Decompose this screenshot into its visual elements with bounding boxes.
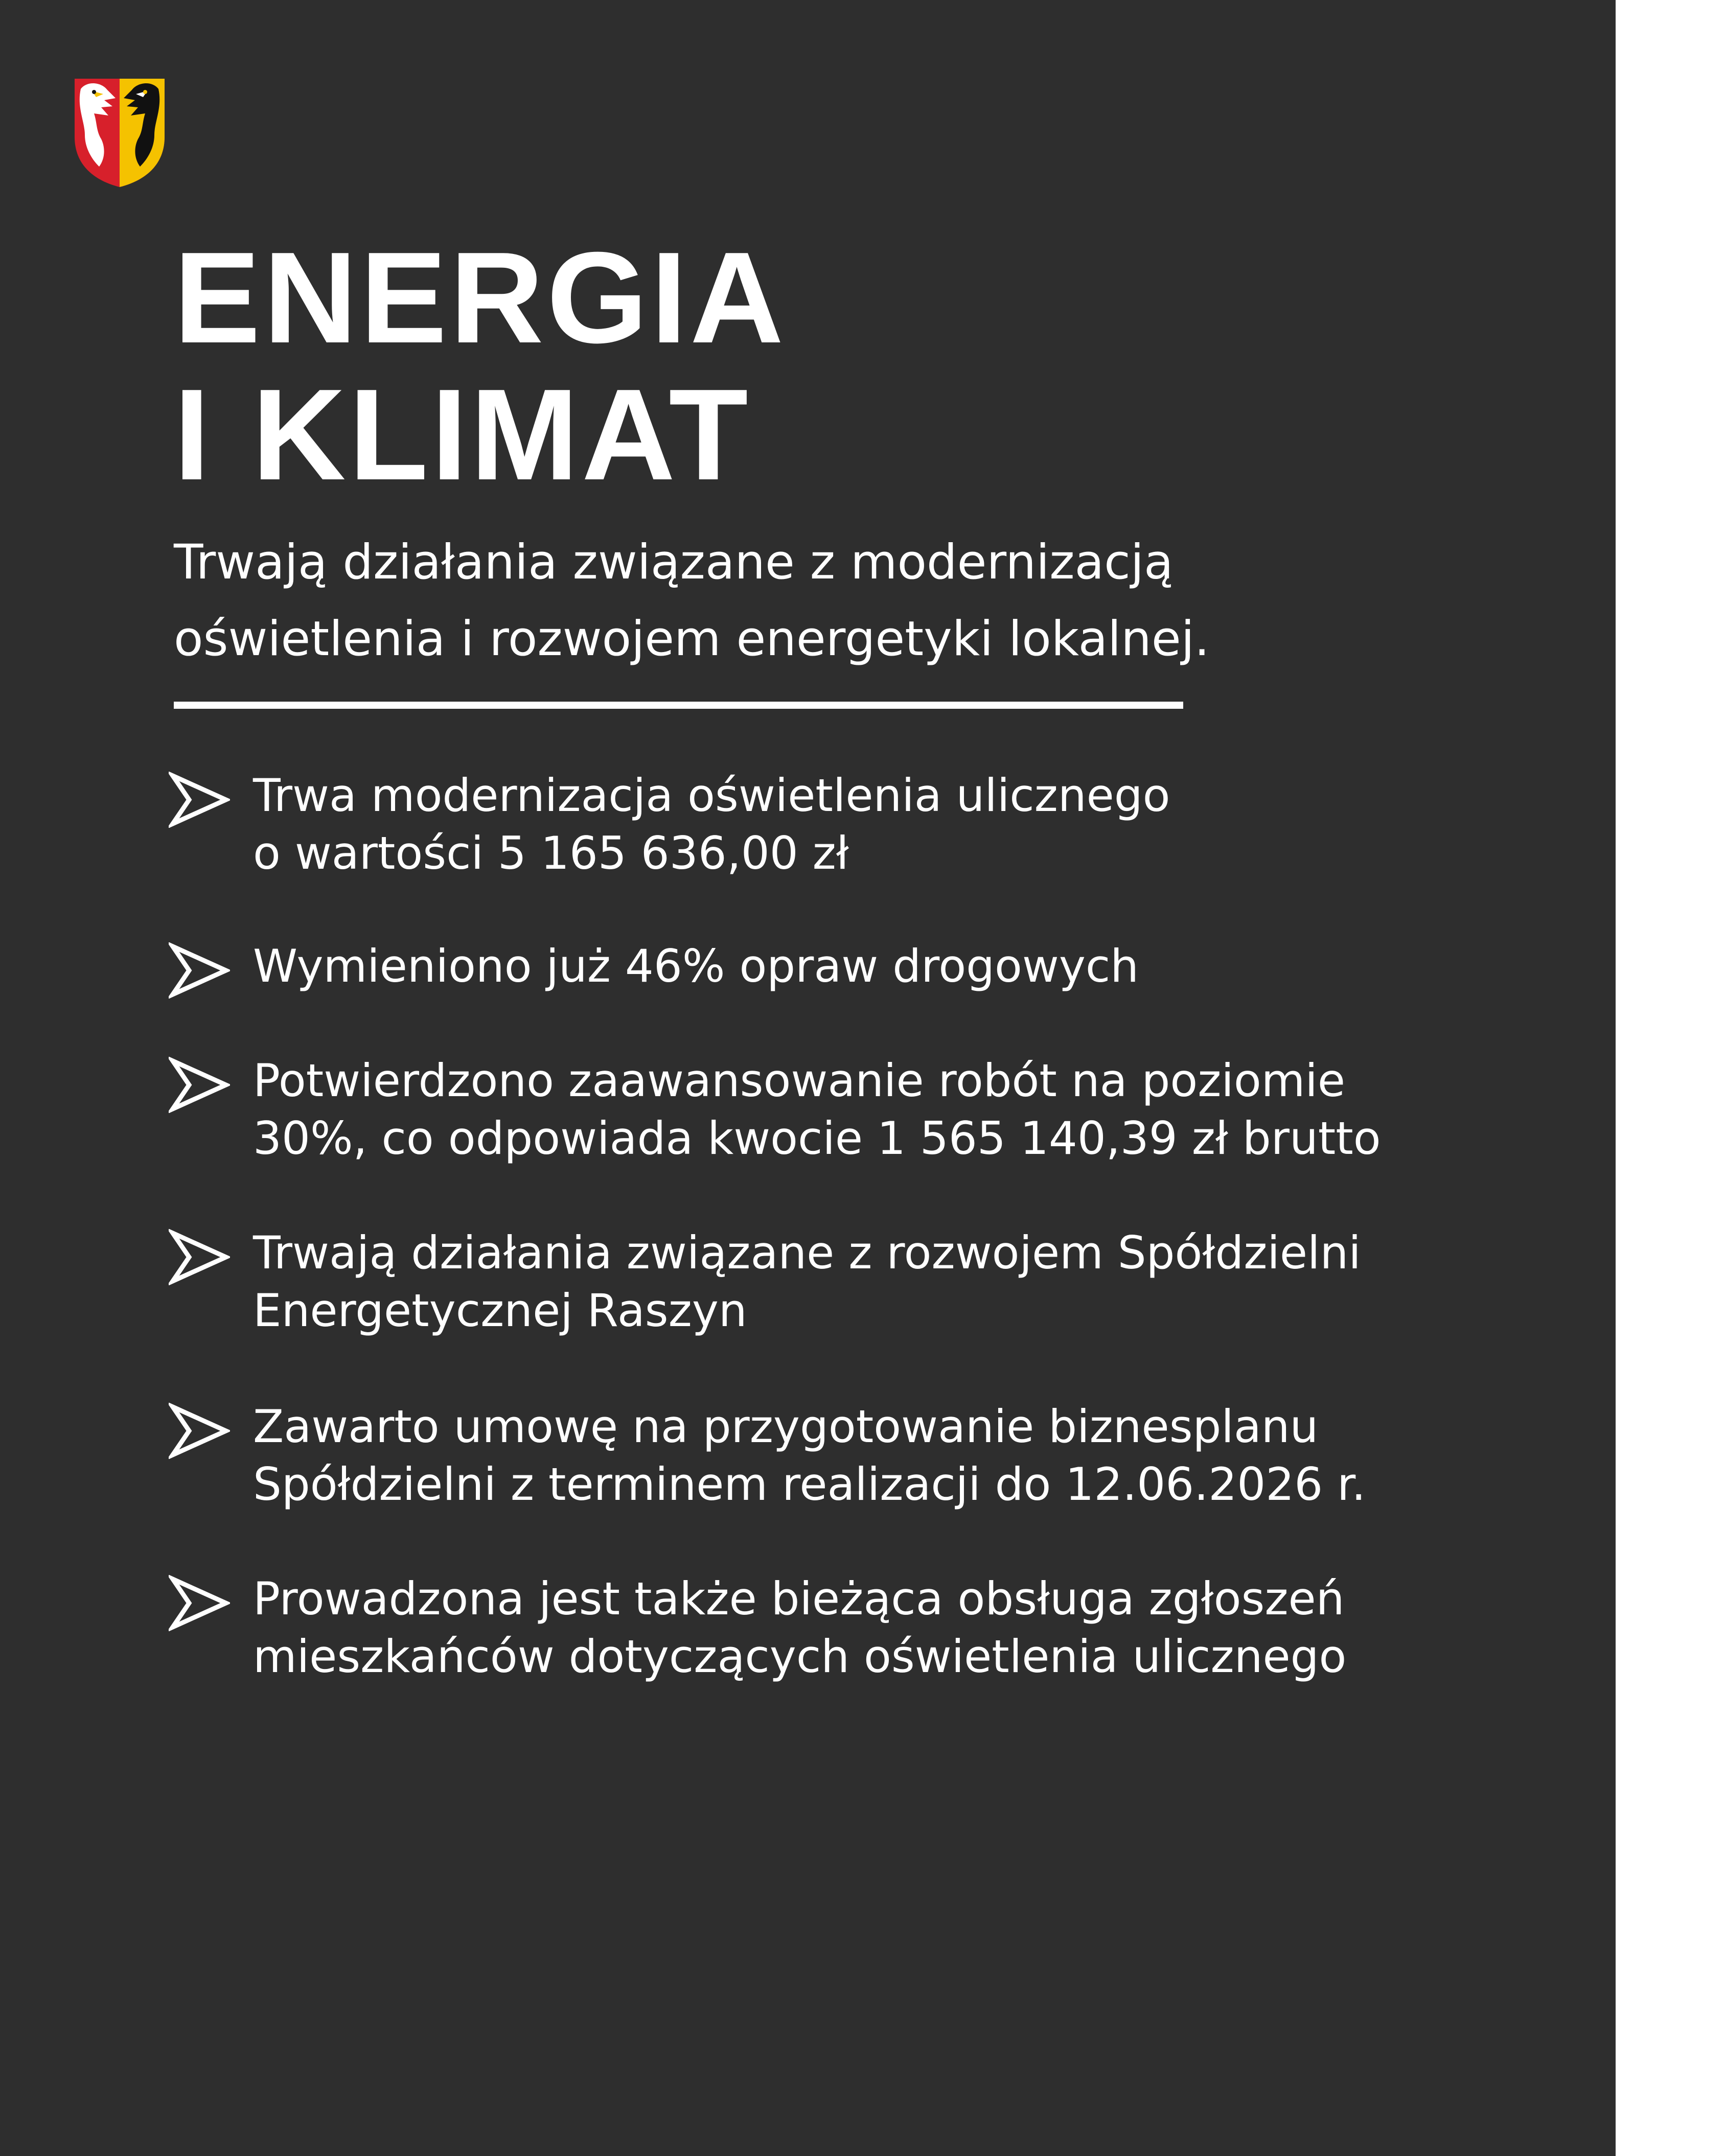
bullet-text	[253, 937, 1139, 995]
bullet-text-line-2: mieszkańców dotyczących oświetlenia ulicznego	[253, 1630, 1347, 1683]
bullet-text	[253, 1052, 1381, 1167]
bullet-text-line-1: Potwierdzono zaawansowanie robót na poziomie	[253, 1054, 1346, 1107]
arrow-right-icon	[169, 1057, 230, 1113]
bullet-text-line-1: Trwa modernizacja oświetlenia ulicznego	[253, 769, 1170, 822]
bullet-text	[253, 767, 1170, 882]
bullet-text-line-2: Spółdzielni z terminem realizacji do 12.06.2026 r.	[253, 1458, 1366, 1511]
bullet-text	[253, 1398, 1366, 1513]
arrow-right-icon	[169, 772, 230, 828]
arrow-right-icon	[169, 1229, 230, 1285]
coat-of-arms-icon	[72, 76, 168, 189]
subtitle-line-1: Trwają działania związane z modernizacją	[174, 535, 1174, 590]
bullet-text-line-1: Zawarto umowę na przygotowanie biznesplanu	[253, 1400, 1319, 1453]
page-title	[174, 225, 787, 507]
arrow-right-icon	[169, 1575, 230, 1631]
arrow-right-icon	[169, 1403, 230, 1459]
bullet-text	[253, 1570, 1346, 1685]
bullet-text-line-1: Prowadzona jest także bieżąca obsługa zgłoszeń	[253, 1572, 1345, 1625]
bullet-text-line-2: o wartości 5 165 636,00 zł	[253, 827, 849, 879]
bullet-text-line-2: 30%, co odpowiada kwocie 1 565 140,39 zł brutto	[253, 1112, 1381, 1165]
bullet-text-line-1: Wymieniono już 46% opraw drogowych	[253, 940, 1139, 992]
title-line-1: ENERGIA	[174, 225, 787, 370]
title-line-2: I KLIMAT	[174, 362, 751, 507]
subtitle-line-2: oświetlenia i rozwojem energetyki lokalnej.	[174, 611, 1210, 667]
bullet-text	[253, 1224, 1361, 1339]
arrow-right-icon	[169, 942, 230, 999]
bullet-text-line-1: Trwają działania związane z rozwojem Spółdzielni	[253, 1226, 1361, 1279]
bullet-text-line-2: Energetycznej Raszyn	[253, 1284, 747, 1337]
page-subtitle	[174, 524, 1400, 678]
divider	[174, 702, 1183, 709]
